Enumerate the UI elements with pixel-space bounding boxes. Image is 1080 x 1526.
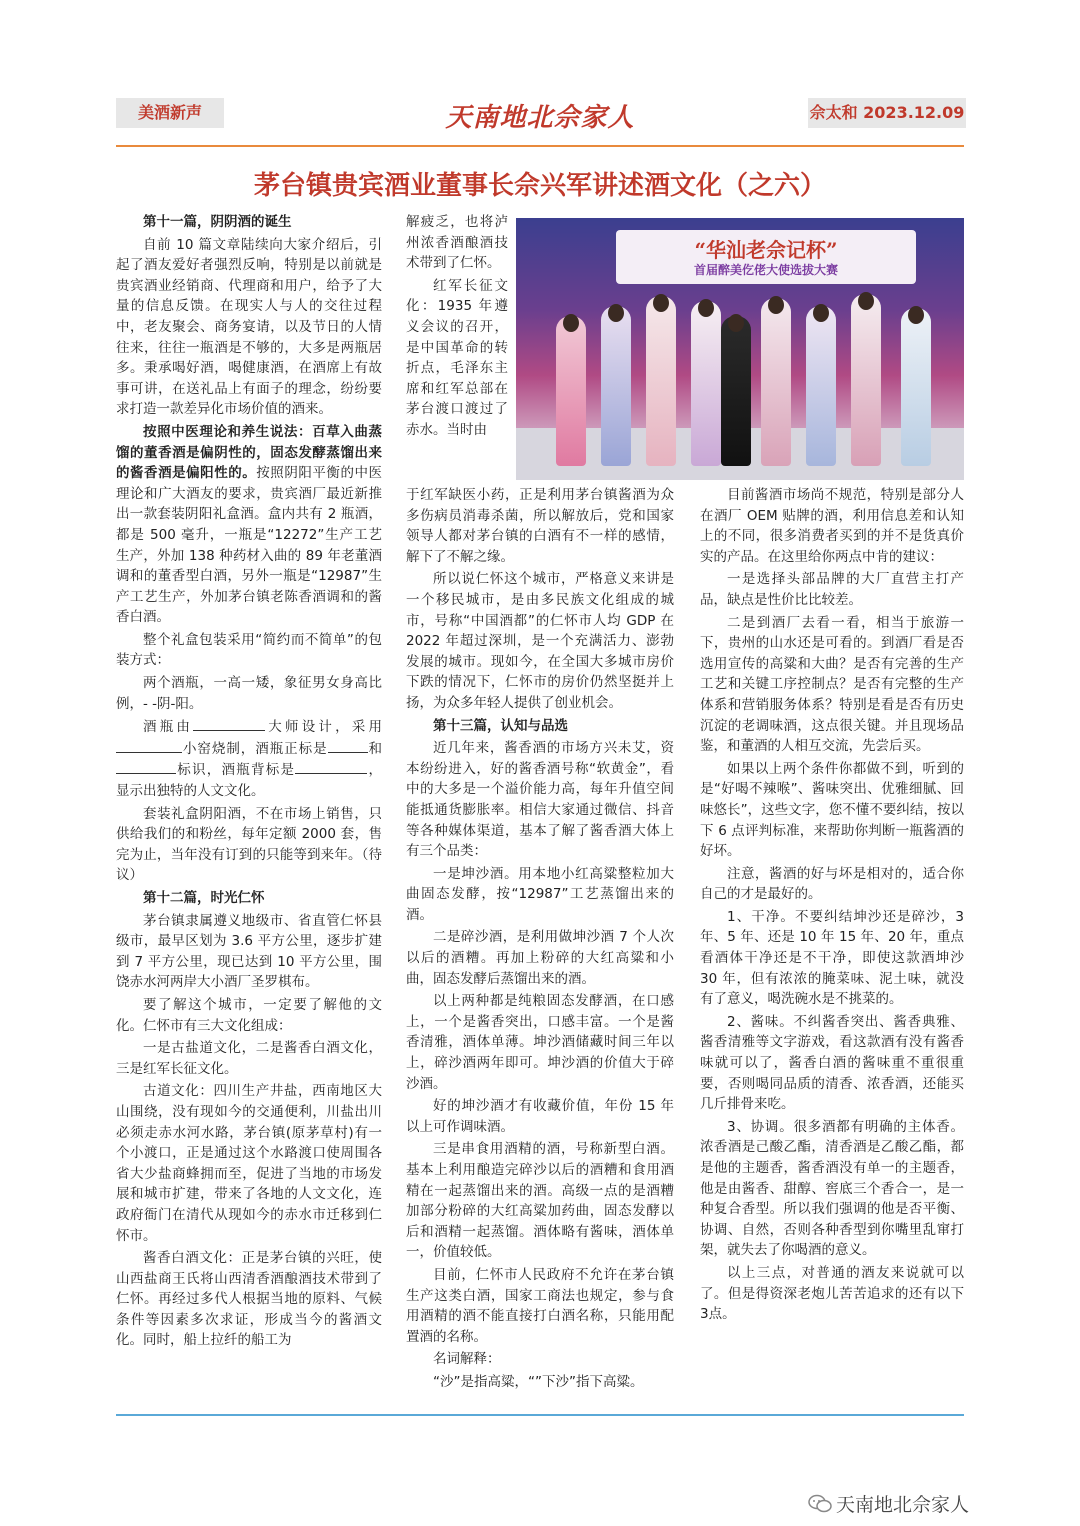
paragraph-text: 于红军缺医小药，正是利用茅台镇酱酒为众多伤病员消毒杀菌，所以解放后，党和国家领导人都对茅台镇的白酒有不一样的感情，解下了不解之缘。 (406, 487, 674, 565)
paragraph-text: 大师设计，采用 (265, 719, 383, 736)
photo-figure (761, 298, 791, 466)
fill-in-blank (328, 738, 368, 753)
paragraph (116, 630, 382, 671)
section-heading (406, 716, 674, 737)
paragraph-text: 红军长征文化：1935 年遵义会议的召开，是中国革命的转折点，毛泽东主席和红军总部在茅台渡口渡过了赤水。当时由 (406, 277, 508, 438)
paragraph (116, 804, 382, 886)
fill-in-blank (193, 716, 265, 731)
author-date-tag: 佘太和 2023.12.09 (808, 98, 966, 128)
event-photo (516, 218, 964, 480)
paragraph (406, 927, 674, 989)
paragraph-text: 以上三点，对普通的酒友来说就可以了。但是得资深老炮儿苦苦追求的还有以下 3点。 (700, 1264, 964, 1323)
wechat-icon (808, 1494, 832, 1514)
heading-text: 第十二篇，时光仁怀 (143, 890, 265, 906)
paragraph (116, 1248, 382, 1351)
paragraph (406, 569, 674, 713)
masthead-logo: 天南地北佘家人 (445, 103, 635, 133)
footer-brand: 天南地北佘家人 (836, 1494, 970, 1516)
paragraph-text: 酱香白酒文化：正是茅台镇的兴旺，使山西盐商王氏将山西清香酒酿酒技术带到了仁怀。再经过多代人根据当地的原料、气候条件等因素多次求证，形成当今的酱酒文化。同时，船上拉纤的船工为 (116, 1250, 382, 1349)
paragraph (700, 907, 964, 1010)
photo-figure (601, 306, 631, 466)
photo-figure (556, 316, 586, 466)
photo-figure-head (608, 304, 624, 322)
paragraph-text: 近几年来，酱香酒的市场方兴未艾，资本纷纷进入，好的酱香酒号称“软黄金”，看中的大多是一个溢价能力高，每年升值空间能抵通货膨胀率。相信大家通过微信、抖音等各种媒体渠道，基本了解了酱香酒大体上有三个品类： (406, 740, 674, 860)
paragraph-text: 如果以上两个条件你都做不到，听到的是“好喝不辣喉”、酱味突出、优雅细腻、回味悠长”，这些文字，您不懂不要纠结，按以下 6 点评判标准，来帮助你判断一瓶酱酒的好坏。 (700, 760, 964, 860)
photo-figure-head (768, 296, 784, 314)
paragraph-text: 所以说仁怀这个城市，严格意义来讲是一个移民城市，是由多民族文化组成的城市，号称“中国酒都”的仁怀市人均 GDP 在 2022 年超过深圳，是一个充满活力、澎勃发展的城市。现如今，在全国大多城市房价下跌的情况下，仁怀市的房价仍然坚挺并上扬，为众多年轻人提供了创业机会。 (406, 571, 674, 711)
heading-text: 第十三篇，认知与品选 (433, 717, 568, 734)
section-heading (116, 888, 382, 909)
paragraph (116, 1038, 382, 1079)
photo-figure-head (813, 304, 829, 322)
paragraph-text: 酒瓶由 (143, 719, 194, 736)
photo-figure (691, 301, 721, 466)
photo-figure-head (563, 314, 579, 332)
paragraph-text: 2、酱味。不纠酱香突出、酱香典雅、酱香清雅等文字游戏，看这款酒有没有酱香味就可以了，酱香白酒的酱味重不重很重要，否则喝同品质的清香、浓香酒，还能买几斤排骨来吃。 (700, 1013, 964, 1113)
paragraph (406, 1265, 674, 1347)
paragraph (406, 991, 674, 1094)
paragraph-text: 标识，酒瓶背标是 (176, 762, 296, 779)
paragraph-text: 套装礼盒阴阳酒，不在市场上销售，只供给我们的和粉丝，每年定额 2000 套，售完为止，当年没有订到的只能等到来年。（待议） (116, 805, 382, 884)
photo-figure (901, 308, 931, 466)
paragraph (406, 1139, 674, 1263)
paragraph (406, 212, 508, 274)
paragraph-text: 一是坤沙酒。用本地小红高粱整粒加大曲固态发酵，按“12987”工艺蒸馏出来的酒。 (406, 865, 674, 923)
paragraph (700, 1012, 964, 1115)
photo-figure (646, 296, 676, 466)
paragraph-text: 3、协调。很多酒都有明确的主体香。浓香酒是己酸乙酯，清香酒是乙酸乙酯，都是他的主题香，酱香酒没有单一的主题香，他是由酱香、甜醇、窖底三个香合一，是一种复合香型。所以我们强调的他是否平衡、协调、自然，否则各种香型到你嘴里乱窜打架，就失去了你喝酒的意义。 (700, 1118, 964, 1259)
paragraph (116, 235, 382, 420)
paragraph-text: 二是到酒厂去看一看，相当于旅游一下，贵州的山水还是可看的。到酒厂看是否选用宣传的高粱和大曲？是否有完善的生产工艺和关键工序控制点？是否有完整的生产体系和营销服务体系？特别是看是否有历史沉淀的老调味酒，这点很关键。并且现场品鉴，和董酒的人相互交流，先尝后买。 (700, 614, 964, 755)
paragraph (700, 1263, 964, 1325)
paragraph-text: 茅台镇隶属遵义地级市、省直管仁怀县级市，最早区划为 3.6 平方公里，逐步扩建到 7 平方公里，现已达到 10 平方公里，围饶赤水河两岸大小酒厂圣罗棋布。 (116, 912, 382, 991)
paragraph-text: 1、干净。不要纠结坤沙还是碎沙，3 年、5 年、还是 10 年 15 年、20 年，重点看酒体干净还是不干净，即使这款酒坤沙 30 年，但有浓浓的腌菜味、泥土味，就没有了意义，喝洗碗水是不挑菜的。 (700, 908, 964, 1008)
column-3 (700, 485, 964, 1327)
paragraph-text: 三是串食用酒精的酒，号称新型白酒。基本上利用酿造完碎沙以后的酒糟和食用酒精在一起蒸馏出来的酒。高级一点的是酒糟加部分粉碎的大红高粱加药曲，固态发酵以后和酒精一起蒸馏。酒体略有酱味，酒体单一，价值较低。 (406, 1141, 674, 1261)
banner-subtitle: 首届醉美仡佬大使选拔大赛 (693, 263, 838, 277)
paragraph (116, 911, 382, 993)
paragraph-text: 二是碎沙酒，是利用做坤沙酒 7 个人次以后的酒糟。再加上粉碎的大红高粱和小曲，固态发酵后蒸馏出来的酒。 (406, 929, 674, 987)
paragraph (406, 864, 674, 926)
paragraph-text: ，显示出独特的人文文化。 (116, 762, 382, 800)
section-tag: 美酒新声 (116, 98, 224, 128)
paragraph-text: 按照阴阳平衡的中医理论和广大酒友的要求，贵宾酒厂最近新推出一款套装阴阳礼盒酒。盒内共有 2 瓶酒，都是 500 毫升，一瓶是“12272”生产工艺生产，外加 138 种药材入曲的 89 年老董酒调和的董香型白酒，另外一瓶是“12987”生产工艺生产，外加茅台镇老陈香酒调和的酱香白酒。 (116, 465, 383, 626)
paragraph-text: 整个礼盒包装采用“简约而不简单”的包装方式： (116, 631, 382, 669)
paragraph (406, 485, 674, 567)
paragraph (700, 613, 964, 757)
heading-text: 第十一篇，阴阴酒的诞生 (143, 214, 292, 230)
photo-figure (851, 294, 881, 466)
paragraph-text: 以上两种都是纯粮固态发酵酒，在口感上，一个是酱香突出，口感丰富。一个是酱香清雅，酒体单薄。坤沙酒储藏时间三年以上，碎沙酒两年即可。坤沙酒的价值大于碎沙酒。 (406, 993, 674, 1092)
paragraph-text: 一是古盐道文化，二是酱香白酒文化，三是红军长征文化。 (116, 1040, 382, 1077)
photo-figure (806, 306, 836, 466)
photo-figure-head (698, 299, 714, 317)
fill-in-blank (116, 738, 182, 753)
paragraph (700, 1117, 964, 1261)
article-title: 茅台镇贵宾酒业董事长佘兴军讲述酒文化（之六） (253, 171, 826, 201)
paragraph (406, 276, 508, 441)
photo-figure-head (908, 306, 924, 324)
paragraph (700, 569, 964, 610)
paragraph-with-blanks (116, 716, 382, 801)
paragraph-text: 两个酒瓶，一高一矮，象征男女身高比例，- -阴-阳。 (116, 675, 382, 712)
paragraph-text: 名词解释： (433, 1351, 501, 1368)
paragraph-text: 注意，酱酒的好与坏是相对的，适合你自己的才是最好的。 (700, 865, 964, 903)
paragraph-text: 解疲乏，也将泸州浓香酒酿酒技术带到了仁怀。 (406, 214, 508, 272)
photo-figure (721, 316, 751, 466)
paragraph (116, 1081, 382, 1246)
paragraph-text: 好的坤沙酒才有收藏价值，年份 15 年以上可作调味酒。 (406, 1098, 674, 1135)
footer-rule (116, 1414, 964, 1416)
paragraph (700, 864, 964, 905)
photo-figure-head (728, 314, 744, 332)
section-heading (116, 212, 382, 233)
paragraph (116, 673, 382, 714)
paragraph (116, 422, 382, 628)
header-rule (116, 145, 964, 147)
paragraph (406, 1349, 674, 1370)
photo-figure-head (858, 292, 874, 310)
paragraph (700, 759, 964, 862)
paragraph (406, 738, 674, 862)
column-2-top (406, 212, 508, 443)
fill-in-blank (116, 759, 176, 774)
paragraph-text: 小窑烧制，酒瓶正标是 (182, 740, 328, 757)
photo-figure-head (653, 294, 669, 312)
paragraph-text: 目前，仁怀市人民政府不允许在茅台镇生产这类白酒，国家工商法也规定，参与食用酒精的酒不能直接打白酒名称，只能用配置酒的名称。 (406, 1266, 674, 1345)
paragraph-text: 自前 10 篇文章陆续向大家介绍后，引起了酒友爱好者强烈反响，特别是以前就是贵宾酒业经销商、代理商和用户，给予了大量的信息反馈。在现实人与人的交往过程中，老友聚会、商务宴请，以及节日的人情往来，往往一瓶酒是不够的，大多是两瓶居多。秉承喝好酒，喝健康酒，在酒席上有故事可讲，在送礼品上有面子的理念，纷纷要求打造一款差异化市场价值的酒来。 (116, 236, 382, 418)
banner-title: “华汕老佘记杯” (694, 238, 838, 262)
paragraph-text: “沙”是指高粱，“”下沙”指下高粱。 (433, 1373, 644, 1390)
column-2-bottom (406, 485, 674, 1395)
column-1 (116, 212, 382, 1353)
bold-lead: 按照中医理论和养生说法：百草入曲蒸馏的董香酒是偏阴性的，固态发酵蒸馏出来的酱香酒是偏阳性的。 (116, 423, 382, 482)
paragraph (116, 995, 382, 1036)
paragraph-text: 古道文化：四川生产井盐，西南地区大山围绕，没有现如今的交通便利，川盐出川必须走赤水河水路，茅台镇(原茅草村)有一个小渡口，正是通过这个水路渡口使周围各省大少盐商蜂拥而至，促进了当地的市场发展和城市扩建，带来了各地的人文文化，连政府衙门在清代从现如今的赤水市迁移到仁怀市。 (116, 1083, 382, 1244)
paragraph (406, 1372, 674, 1393)
paragraph (406, 1096, 674, 1137)
paragraph-text: 目前酱酒市场尚不规范，特别是部分人在酒厂 OEM 贴牌的酒，利用信息差和认知上的不同，很多消费者买到的并不是货真价实的产品。在这里给你两点中肯的建议： (700, 487, 964, 565)
fill-in-blank (295, 759, 367, 774)
paragraph-text: 一是选择头部品牌的大厂直营主打产品，缺点是性价比比较差。 (700, 571, 964, 608)
paragraph-text: 和 (367, 740, 383, 757)
paragraph-text: 要了解这个城市，一定要了解他的文化。仁怀市有三大文化组成： (116, 996, 382, 1034)
photo-banner (616, 230, 916, 284)
paragraph (700, 485, 964, 567)
